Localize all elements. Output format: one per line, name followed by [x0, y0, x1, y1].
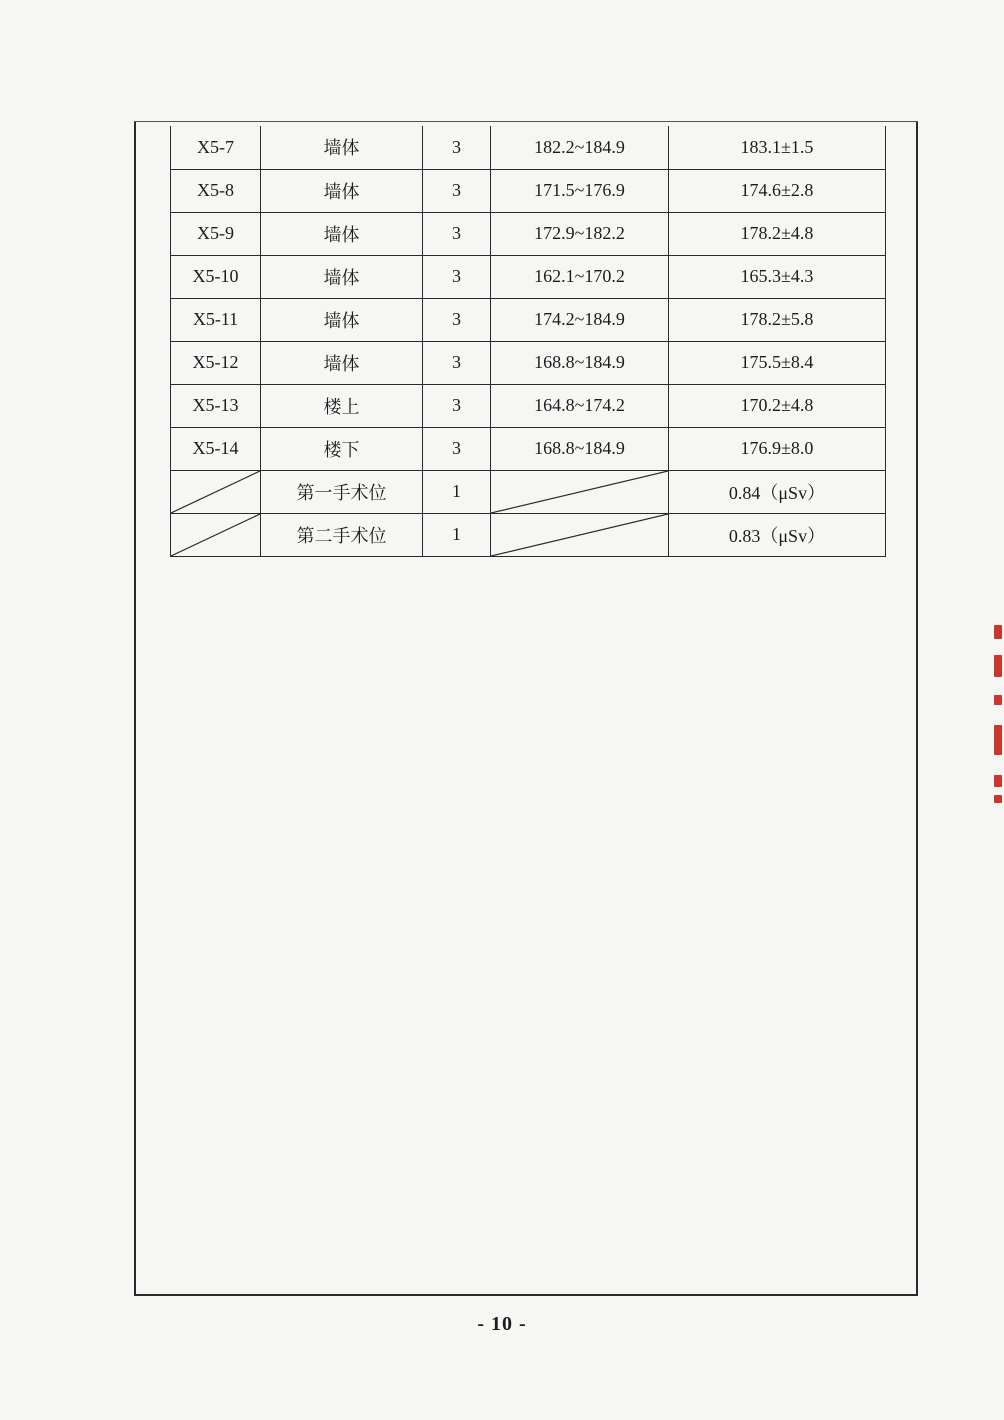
- cell-point-empty: [171, 513, 261, 556]
- cell-count: 1: [423, 470, 491, 513]
- cell-mean: 183.1±1.5: [669, 126, 886, 169]
- cell-count: 3: [423, 212, 491, 255]
- cell-point: X5-11: [171, 298, 261, 341]
- table-row: [171, 169, 886, 212]
- table-row: [171, 255, 886, 298]
- cell-mean: 0.84（μSv）: [669, 470, 886, 513]
- cell-range: 168.8~184.9: [491, 427, 669, 470]
- cell-mean: 176.9±8.0: [669, 427, 886, 470]
- cell-range: 174.2~184.9: [491, 298, 669, 341]
- cell-mean: 174.6±2.8: [669, 169, 886, 212]
- cell-range: 168.8~184.9: [491, 341, 669, 384]
- cell-mean: 178.2±5.8: [669, 298, 886, 341]
- cell-range-empty: [491, 513, 669, 556]
- cell-location: 墙体: [261, 169, 423, 212]
- cell-range: 164.8~174.2: [491, 384, 669, 427]
- cell-location: 第二手术位: [261, 513, 423, 556]
- page-number: - 10 -: [477, 1313, 527, 1335]
- cell-location: 墙体: [261, 255, 423, 298]
- diagonal-slash: [491, 471, 668, 513]
- cell-count: 3: [423, 427, 491, 470]
- diagonal-slash: [171, 471, 260, 513]
- table-row: [171, 341, 886, 384]
- cell-point-empty: [171, 470, 261, 513]
- cell-count: 3: [423, 169, 491, 212]
- cell-location: 墙体: [261, 298, 423, 341]
- cell-count: 3: [423, 384, 491, 427]
- table-row: [171, 384, 886, 427]
- cell-range-empty: [491, 470, 669, 513]
- measurement-table: [170, 126, 886, 557]
- cell-mean: 178.2±4.8: [669, 212, 886, 255]
- cell-mean: 165.3±4.3: [669, 255, 886, 298]
- cell-count: 3: [423, 341, 491, 384]
- cell-location: 第一手术位: [261, 470, 423, 513]
- table-row: [171, 427, 886, 470]
- cell-point: X5-8: [171, 169, 261, 212]
- cell-point: X5-9: [171, 212, 261, 255]
- cell-point: X5-14: [171, 427, 261, 470]
- cell-count: 1: [423, 513, 491, 556]
- cell-point: X5-13: [171, 384, 261, 427]
- cell-range: 171.5~176.9: [491, 169, 669, 212]
- table-row: [171, 126, 886, 169]
- cell-count: 3: [423, 126, 491, 169]
- table-row: [171, 212, 886, 255]
- cell-location: 墙体: [261, 126, 423, 169]
- cell-location: 楼下: [261, 427, 423, 470]
- diagonal-slash: [491, 514, 668, 556]
- seal-edge-mark: [994, 625, 1004, 805]
- cell-mean: 175.5±8.4: [669, 341, 886, 384]
- cell-point: X5-7: [171, 126, 261, 169]
- cell-range: 172.9~182.2: [491, 212, 669, 255]
- cell-location: 墙体: [261, 341, 423, 384]
- diagonal-slash: [171, 514, 260, 556]
- cell-mean: 170.2±4.8: [669, 384, 886, 427]
- table-row: [171, 513, 886, 556]
- cell-range: 162.1~170.2: [491, 255, 669, 298]
- cell-mean: 0.83（μSv）: [669, 513, 886, 556]
- cell-point: X5-10: [171, 255, 261, 298]
- cell-range: 182.2~184.9: [491, 126, 669, 169]
- cell-count: 3: [423, 255, 491, 298]
- table-row: [171, 470, 886, 513]
- cell-location: 墙体: [261, 212, 423, 255]
- cell-point: X5-12: [171, 341, 261, 384]
- table-row: [171, 298, 886, 341]
- cell-location: 楼上: [261, 384, 423, 427]
- measurement-table-body: [171, 126, 886, 556]
- cell-count: 3: [423, 298, 491, 341]
